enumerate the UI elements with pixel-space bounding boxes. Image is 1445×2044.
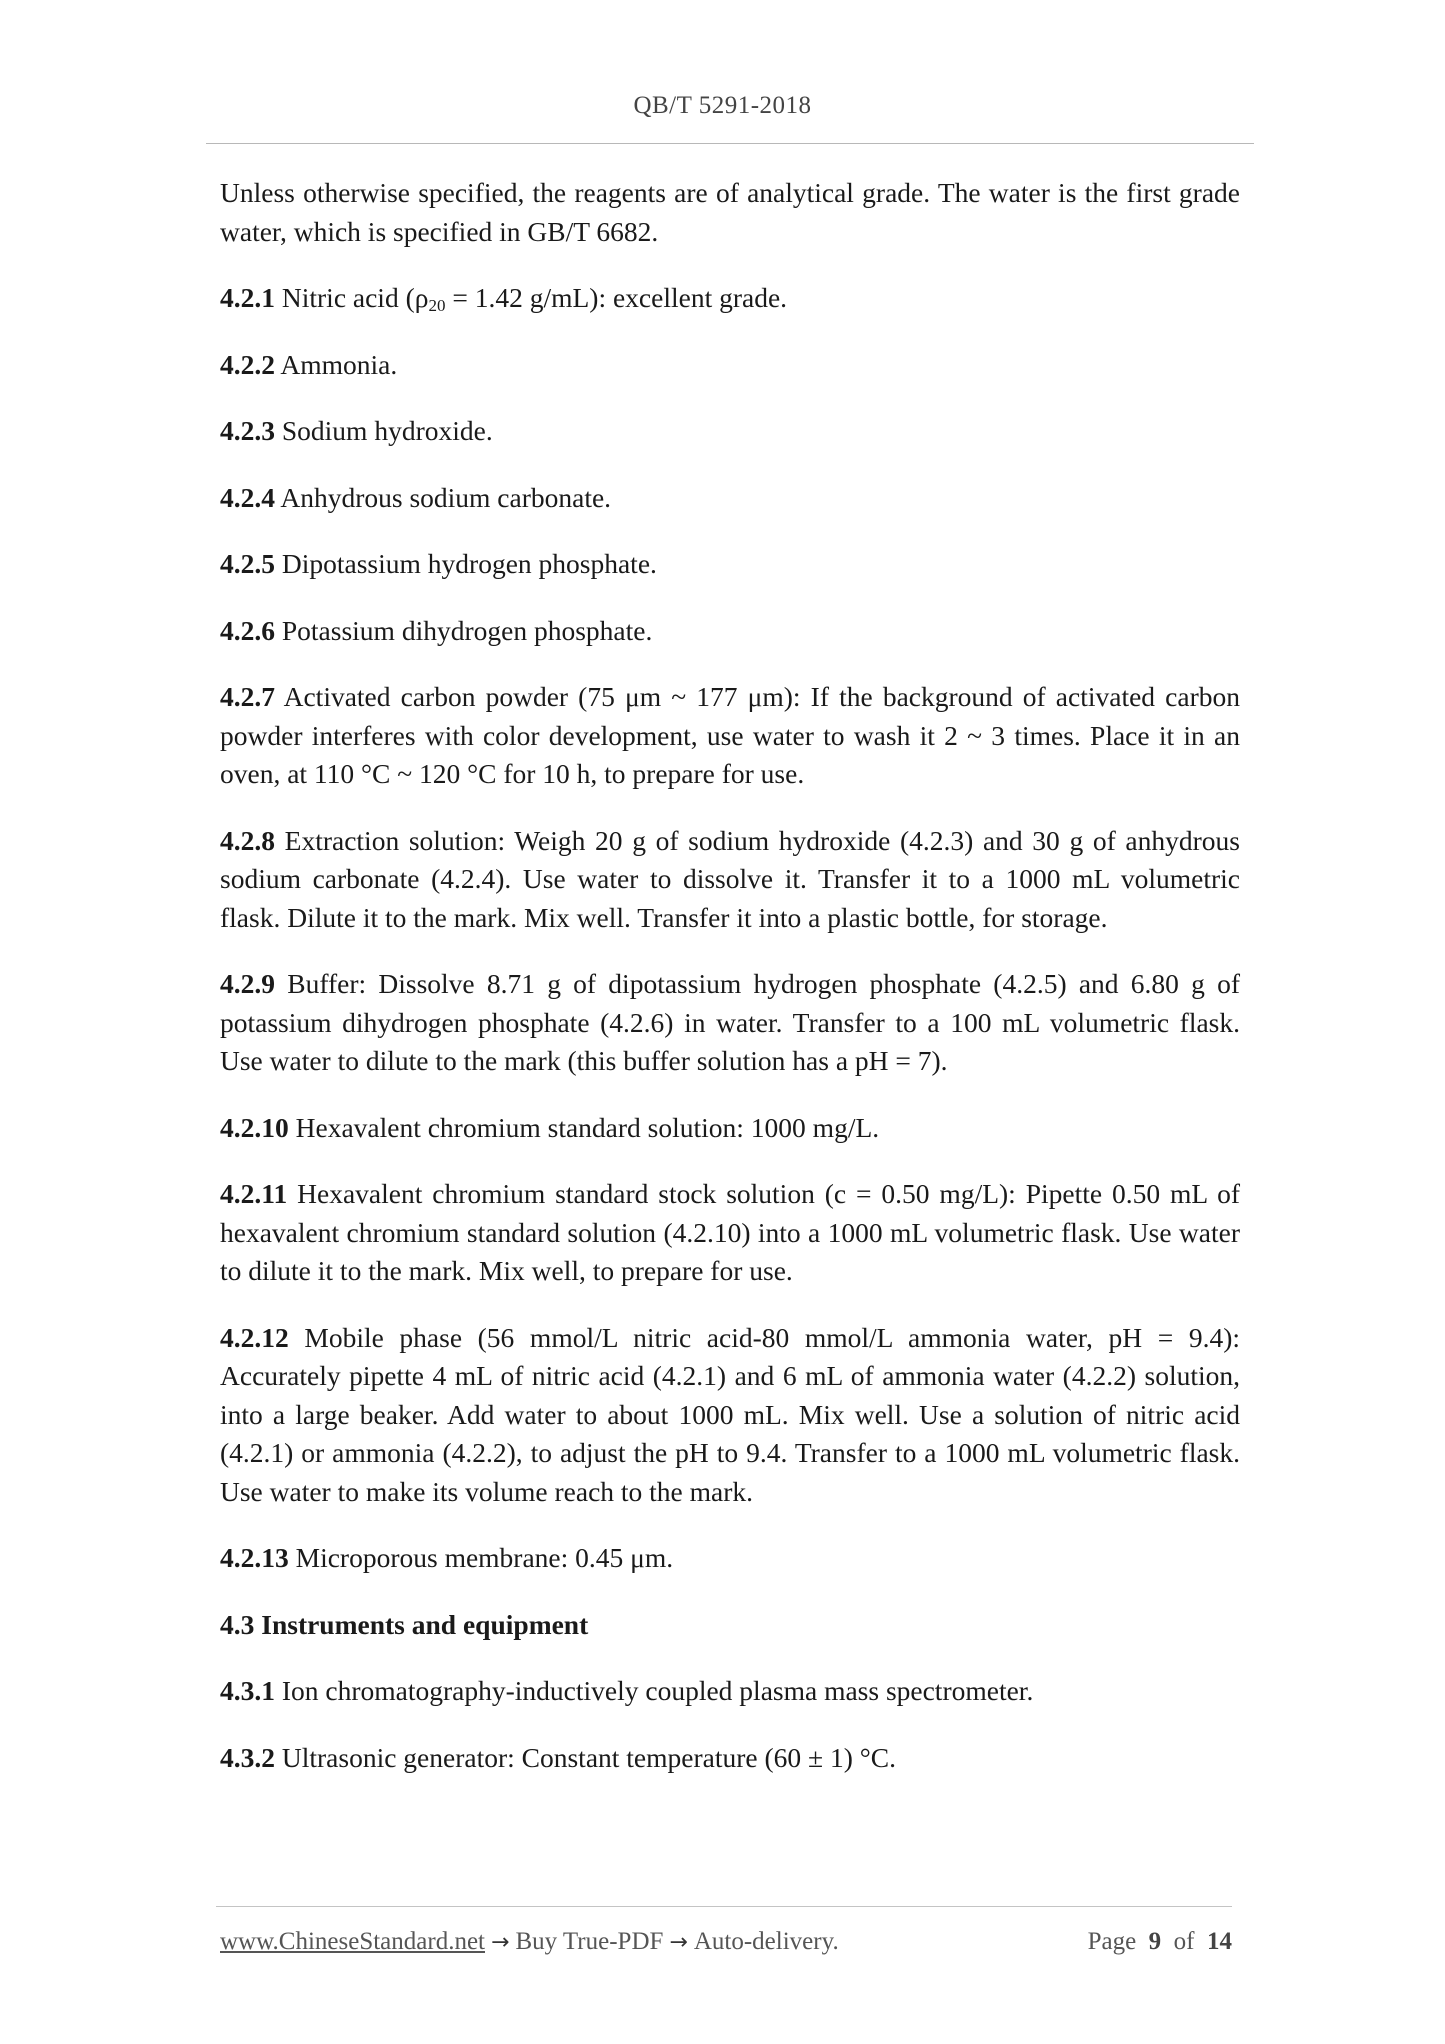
- item-4-3-1: [220, 1672, 1240, 1711]
- intro-paragraph: Unless otherwise specified, the reagents are of analytical grade. The water is the first grade water, which is specified in GB/T 6682.: [220, 177, 1240, 247]
- item-text: Microporous membrane: 0.45 μm.: [288, 1542, 674, 1573]
- item-number: 4.2.12: [220, 1321, 289, 1353]
- item-text: Ultrasonic generator: Constant temperature (60 ± 1) °C.: [275, 1741, 896, 1773]
- item-4-2-4: [220, 479, 1240, 518]
- item-4-2-13: [220, 1539, 1240, 1578]
- item-4-2-1: [220, 279, 1240, 318]
- item-4-2-9: [220, 965, 1240, 1081]
- website-link[interactable]: www.ChineseStandard.net: [220, 1928, 485, 1955]
- item-4-2-5: [220, 545, 1240, 584]
- item-number: 4.2.10: [220, 1111, 289, 1143]
- item-text: Hexavalent chromium standard stock solution (c = 0.50 mg/L): Pipette 0.50 mL of hexavalent chromium standard solution (4.2.10) into a 1000 mL volumetric flask. Use water to dilute it to the mark. Mix well, to prepare for use.: [220, 1178, 1240, 1286]
- header-divider: [206, 143, 1254, 144]
- item-4-2-10: [220, 1109, 1240, 1148]
- item-number: 4.2.4: [220, 481, 275, 513]
- item-number: 4.3.1: [220, 1675, 275, 1706]
- item-text: Sodium hydroxide.: [275, 415, 493, 446]
- page-label: Page: [1087, 1928, 1137, 1955]
- item-text: Anhydrous sodium carbonate.: [275, 481, 612, 513]
- item-text: Extraction solution: Weigh 20 g of sodium hydroxide (4.2.3) and 30 g of anhydrous sodium carbonate (4.2.4). Use water to dissolve it. Transfer it to a 1000 mL volumetric flask. Dilute it to the mark. Mix well. Transfer it into a plastic bottle, for storage.: [220, 824, 1240, 933]
- item-4-2-3: [220, 412, 1240, 451]
- arrow-right-icon: →: [491, 1930, 510, 1955]
- footer-promo: [220, 1928, 839, 1956]
- item-text: Ammonia.: [275, 348, 398, 380]
- arrow-right-icon: →: [669, 1930, 688, 1955]
- item-text: Buffer: Dissolve 8.71 g of dipotassium hydrogen phosphate (4.2.5) and 6.80 g of potassium dihydrogen phosphate (4.2.6) in water. Transfer to a 100 mL volumetric flask. Use water to dilute to the mark (this buffer solution has a pH = 7).: [220, 968, 1240, 1076]
- item-number: 4.2.13: [220, 1542, 289, 1573]
- item-text: Mobile phase (56 mmol/L nitric acid-80 mmol/L ammonia water, pH = 9.4): Accurately pipette 4 mL of nitric acid (4.2.1) and 6 mL of ammonia water (4.2.2) solution, into a large beaker. Add water to about 1000 mL. Mix well. Use a solution of nitric acid (4.2.1) or ammonia (4.2.2), to adjust the pH to 9.4. Transfer to a 1000 mL volumetric flask. Use water to make its volume reach to the mark.: [220, 1321, 1240, 1507]
- document-code-header: QB/T 5291-2018: [633, 92, 812, 119]
- item-text: = 1.42 g/mL): excellent grade.: [445, 282, 788, 313]
- footer-divider: [216, 1906, 1232, 1907]
- item-4-2-8: [220, 822, 1240, 938]
- item-number: 4.2.5: [220, 548, 275, 579]
- item-text: Potassium dihydrogen phosphate.: [275, 614, 653, 646]
- item-4-2-6: [220, 612, 1240, 651]
- density-subscript: 20: [428, 296, 446, 315]
- item-text: Hexavalent chromium standard solution: 1000 mg/L.: [288, 1111, 880, 1143]
- item-number: 4.2.9: [220, 968, 275, 999]
- item-4-2-11: [220, 1175, 1240, 1291]
- total-pages: 14: [1207, 1928, 1232, 1955]
- item-text: Nitric acid (ρ: [275, 282, 429, 313]
- page-number: [1088, 1928, 1232, 1956]
- buy-true-pdf-text: Buy True-PDF: [515, 1928, 664, 1955]
- section-heading: 4.3 Instruments and equipment: [220, 1608, 589, 1640]
- item-text: Dipotassium hydrogen phosphate.: [275, 548, 657, 579]
- item-number: 4.2.8: [220, 824, 275, 856]
- of-label: of: [1173, 1928, 1195, 1955]
- current-page: 9: [1148, 1928, 1162, 1955]
- item-number: 4.2.1: [220, 282, 275, 313]
- item-text: Activated carbon powder (75 μm ~ 177 μm): If the background of activated carbon powder interferes with color development, use water to wash it 2 ~ 3 times. Place it in an oven, at 110 °C ~ 120 °C for 10 h, to prepare for use.: [220, 681, 1240, 789]
- item-number: 4.2.3: [220, 415, 275, 446]
- item-number: 4.2.11: [220, 1178, 288, 1209]
- item-text: Ion chromatography-inductively coupled plasma mass spectrometer.: [275, 1675, 1034, 1706]
- item-4-3-2: [220, 1739, 1240, 1778]
- item-number: 4.2.7: [220, 681, 275, 712]
- auto-delivery-text: Auto-delivery.: [693, 1928, 839, 1955]
- item-4-2-2: [220, 346, 1240, 385]
- item-number: 4.2.2: [220, 348, 275, 380]
- document-body: [220, 174, 1240, 1805]
- item-number: 4.2.6: [220, 614, 275, 646]
- item-number: 4.3.2: [220, 1741, 275, 1773]
- item-4-2-12: [220, 1319, 1240, 1512]
- item-4-2-7: [220, 678, 1240, 794]
